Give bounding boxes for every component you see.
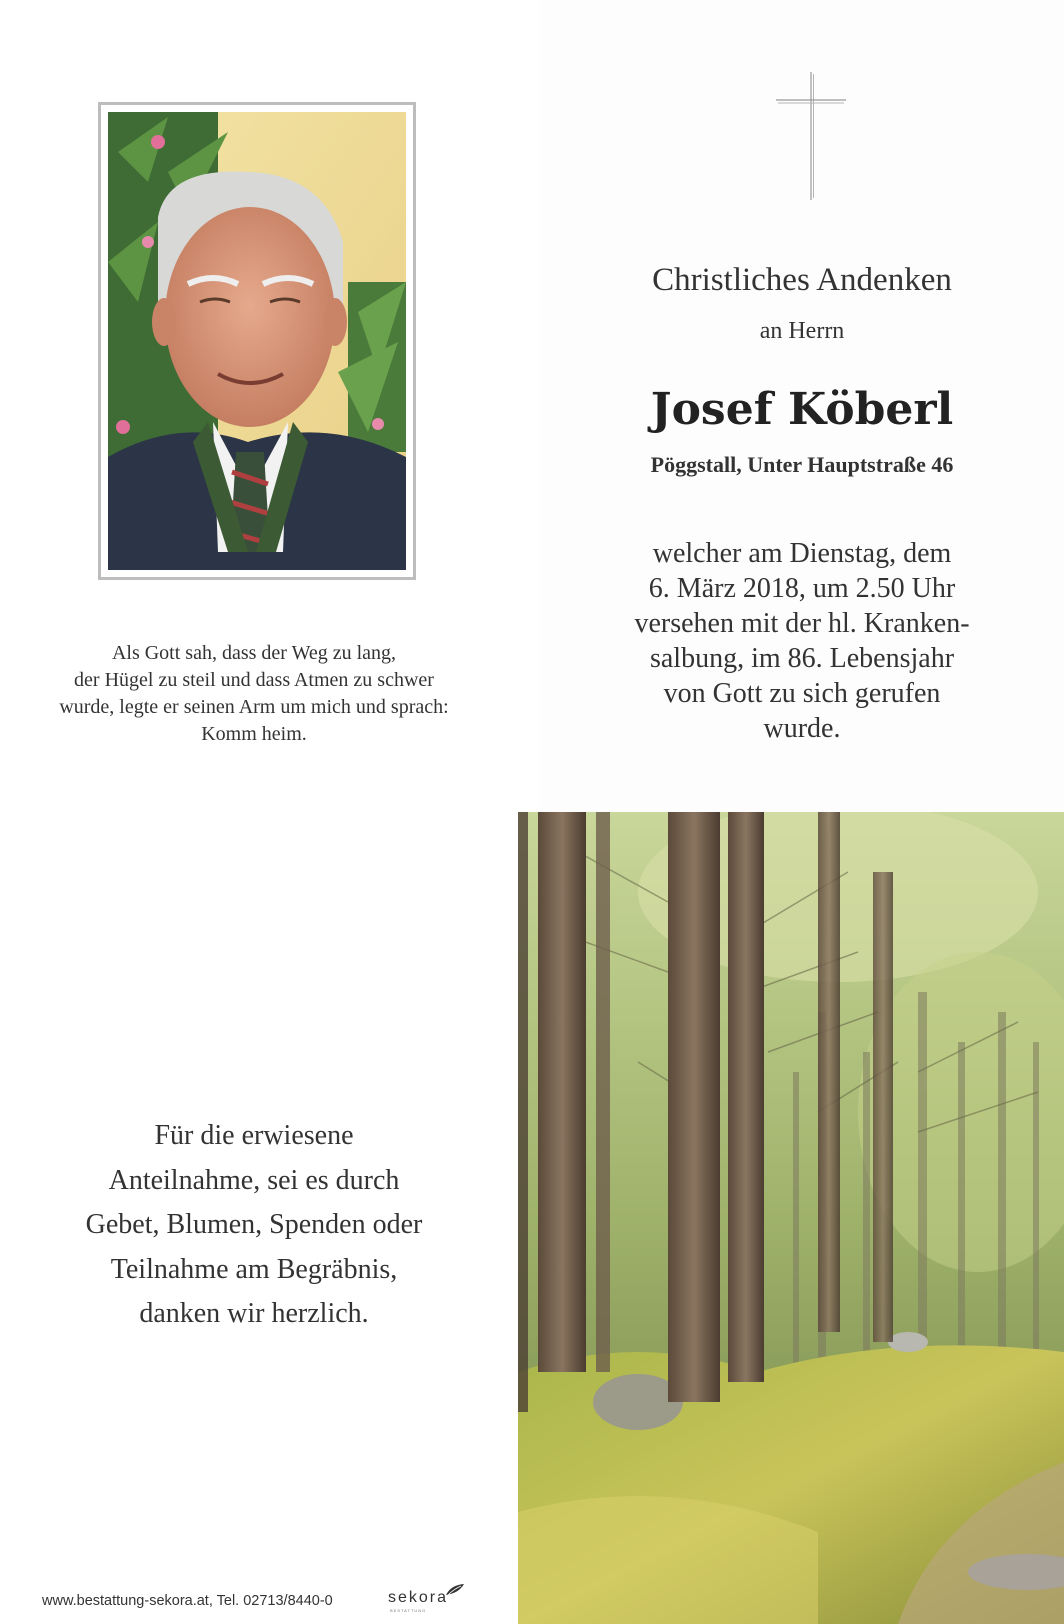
notice-line: wurde. [763,713,841,744]
notice-line: welcher am Dienstag, dem [652,538,952,569]
memorial-text-panel [540,0,1064,812]
thanks-panel [0,812,518,1624]
card-salutation: an Herrn [759,318,845,344]
deceased-address: Pöggstall, Unter Hauptstraße 46 [650,452,954,477]
card-title: Christliches Andenken [652,262,952,298]
notice-line: salbung, im 86. Lebensjahr [649,643,955,674]
forest-photo [518,812,1064,1624]
deceased-name: Josef Köberl [650,384,954,435]
portrait-frame [98,102,416,580]
leaf-icon [445,1583,465,1597]
thanks-line: Gebet, Blumen, Spenden oder [85,1209,423,1240]
notice-line: von Gott zu sich gerufen [663,678,941,709]
notice-line: versehen mit der hl. Kranken- [634,608,970,639]
portrait-photo [108,112,406,570]
thanks-line: Für die erwiesene [154,1120,354,1151]
forest-photo-panel [518,812,1064,1624]
thanks-line: Teilnahme am Begräbnis, [110,1253,398,1285]
cross-icon [776,72,846,200]
footer [42,1589,512,1617]
logo-subtitle: BESTATTUNG [390,1608,427,1613]
sekora-logo [388,1589,449,1613]
portrait-panel [0,0,540,812]
thanks-line: Anteilnahme, sei es durch [108,1164,400,1196]
poem-line: der Hügel zu steil und dass Atmen zu schwer [74,669,434,691]
thanks-text [0,1114,508,1337]
thanks-line: danken wir herzlich. [139,1298,369,1329]
poem-line: wurde, legte er seinen Arm um mich und sprach: [59,696,449,718]
death-notice [540,536,1064,746]
notice-line: 6. März 2018, um 2.50 Uhr [648,573,956,604]
footer-contact: www.bestattung-sekora.at, Tel. 02713/8440-0 [42,1593,333,1609]
logo-wordmark: sekora [388,1589,449,1606]
poem-line: Komm heim. [201,723,307,745]
poem [0,640,508,748]
poem-line: Als Gott sah, dass der Weg zu lang, [111,642,397,664]
